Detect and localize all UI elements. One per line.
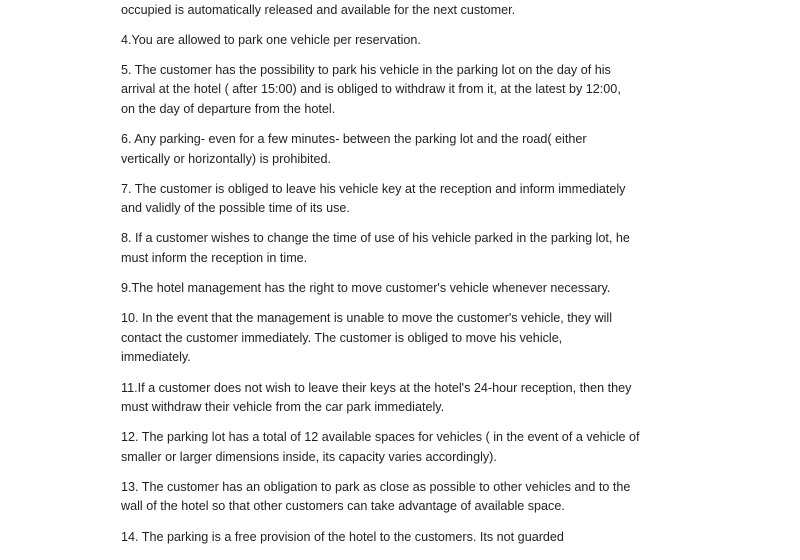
text-line: 9.The hotel management has the right to move customer's vehicle whenever necessary. (121, 281, 611, 296)
text-line (121, 547, 687, 560)
text-line: 6. Any parking- even for a few minutes- between the parking lot and the road( either (121, 132, 587, 147)
text-line: occupied is automatically released and available for the next customer. (121, 2, 516, 17)
paragraph (121, 528, 687, 560)
document-body (121, 0, 687, 560)
paragraph (121, 229, 687, 268)
text-line: must inform the reception in time. (121, 251, 308, 266)
text-line: smaller or larger dimensions inside, its capacity varies accordingly). (121, 449, 497, 464)
paragraph (121, 61, 687, 120)
paragraph (121, 130, 687, 169)
text-line: arrival at the hotel ( after 15:00) and is obliged to withdraw it from it, at the latest by 12:00, (121, 82, 621, 97)
text-line: must withdraw their vehicle from the car park immediately. (121, 400, 445, 415)
paragraph (121, 180, 687, 219)
text-line: contact the customer immediately. The customer is obliged to move his vehicle, (121, 330, 563, 345)
text-line: on the day of departure from the hotel. (121, 101, 336, 116)
paragraph (121, 279, 687, 299)
paragraph (121, 379, 687, 418)
text-line: and validly of the possible time of its use. (121, 201, 350, 216)
text-line: 13. The customer has an obligation to park as close as possible to other vehicles and to the (121, 479, 631, 494)
paragraph (121, 0, 687, 20)
text-line: 7. The customer is obliged to leave his vehicle key at the reception and inform immediately (121, 181, 626, 196)
text-line: 5. The customer has the possibility to park his vehicle in the parking lot on the day of his (121, 62, 611, 77)
text-line: 12. The parking lot has a total of 12 available spaces for vehicles ( in the event of a vehicle of (121, 430, 640, 445)
text-line: immediately. (121, 350, 191, 365)
text-line: 8. If a customer wishes to change the time of use of his vehicle parked in the parking lot, he (121, 231, 630, 246)
text-line: 10. In the event that the management is unable to move the customer's vehicle, they will (121, 311, 613, 326)
text-line: vertically or horizontally) is prohibited. (121, 151, 331, 166)
paragraph (121, 31, 687, 51)
paragraph (121, 478, 687, 517)
text-line: wall of the hotel so that other customers can take advantage of available space. (121, 499, 565, 514)
text-line: 4.You are allowed to park one vehicle per reservation. (121, 32, 421, 47)
paragraph (121, 428, 687, 467)
text-line: 14. The parking is a free provision of the hotel to the customers. Its not guarded (121, 529, 564, 544)
text-line: 11.If a customer does not wish to leave their keys at the hotel's 24-hour reception, then they (121, 380, 632, 395)
paragraph (121, 309, 687, 368)
